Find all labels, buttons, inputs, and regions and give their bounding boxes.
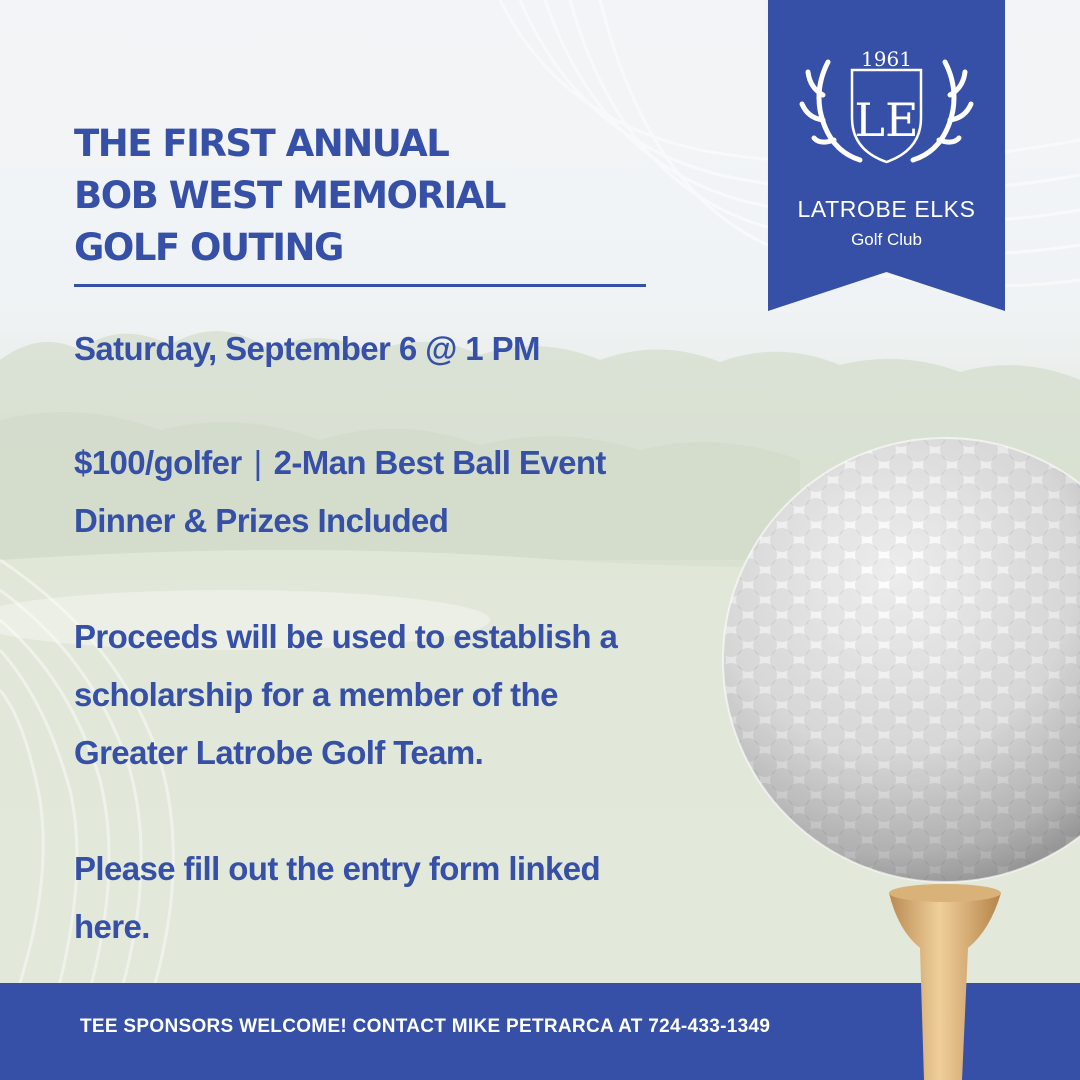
badge-club-subtitle: Golf Club (851, 230, 922, 249)
event-date-time: Saturday, September 6 @ 1 PM (74, 330, 540, 367)
proceeds-line-2: scholarship for a member of the (74, 676, 558, 713)
event-title-line-1: THE FIRST ANNUAL (74, 122, 449, 165)
badge-club-name: LATROBE ELKS (797, 196, 976, 222)
event-price: $100/golfer (74, 444, 242, 481)
proceeds-line-1: Proceeds will be used to establish a (74, 618, 618, 655)
proceeds-line-3: Greater Latrobe Golf Team. (74, 734, 484, 771)
badge-year: 1961 (861, 47, 912, 71)
footer-sponsor-contact: TEE SPONSORS WELCOME! CONTACT MIKE PETRARCA AT 724-433-1349 (80, 1016, 771, 1037)
event-format: 2-Man Best Ball Event (273, 444, 606, 481)
price-separator: | (253, 444, 262, 481)
event-title-line-3: GOLF OUTING (74, 226, 343, 269)
entry-line-1[interactable]: Please fill out the entry form linked (74, 850, 601, 887)
event-included: Dinner & Prizes Included (74, 502, 449, 539)
entry-line-2[interactable]: here. (74, 908, 150, 945)
event-title-line-2: BOB WEST MEMORIAL (74, 174, 505, 217)
badge-monogram: LE (854, 93, 919, 147)
